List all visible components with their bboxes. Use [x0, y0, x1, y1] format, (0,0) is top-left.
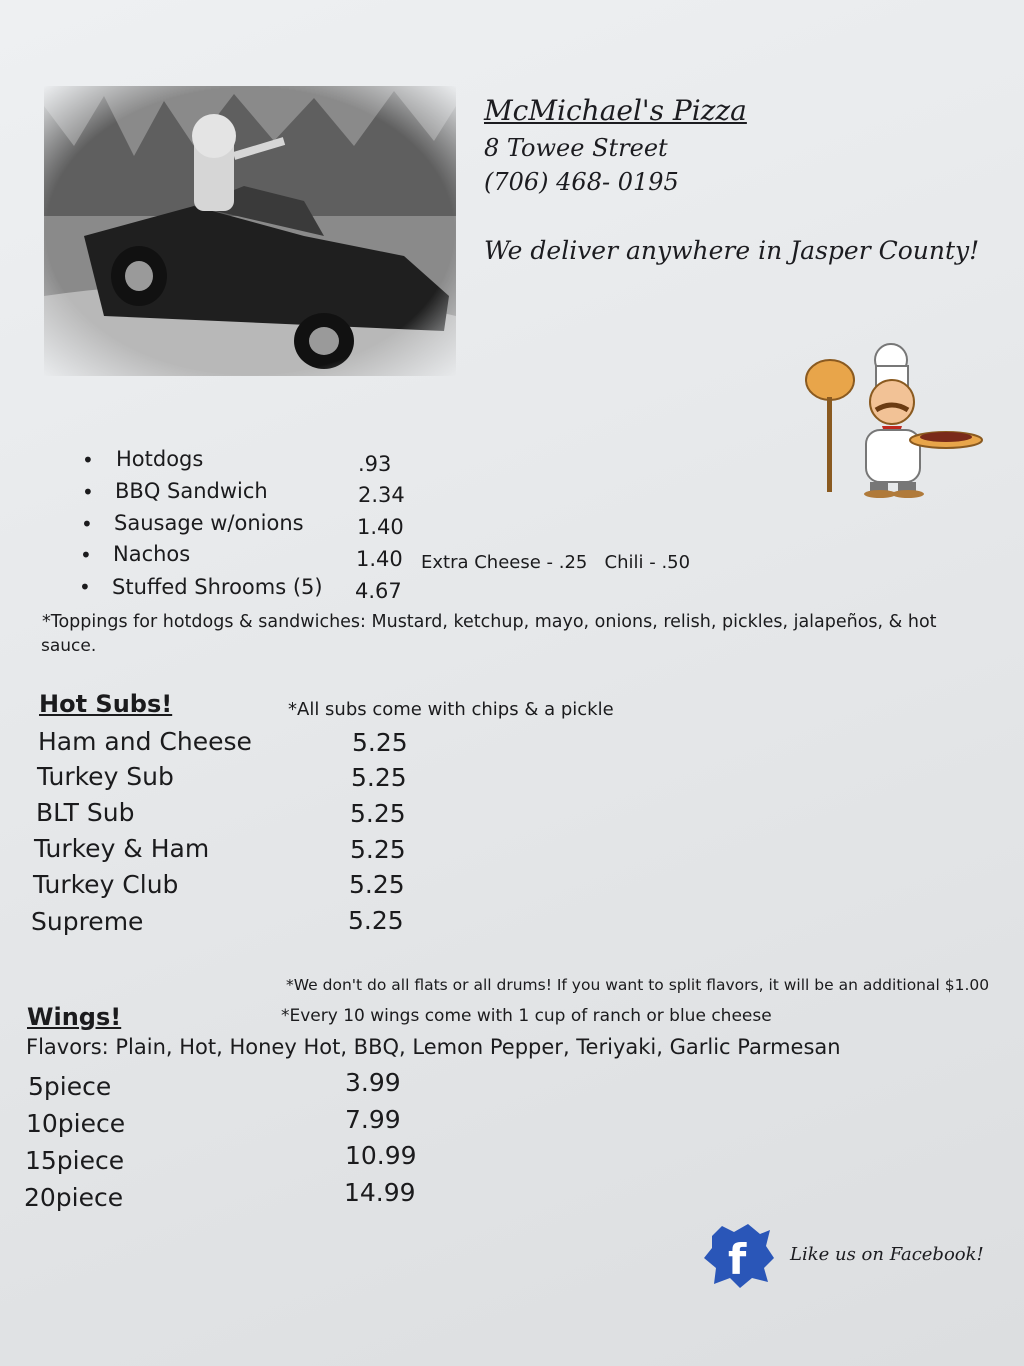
wings-flavors: Flavors: Plain, Hot, Honey Hot, BBQ, Lemon Pepper, Teriyaki, Garlic Parmesan	[26, 1035, 841, 1059]
menu-item-price: 4.67	[355, 579, 402, 603]
section-heading-wings: Wings!	[27, 1003, 122, 1031]
toppings-note: *Toppings for hotdogs & sandwiches: Mustard, ketchup, mayo, onions, relish, pickles, jalapeños, & hot	[42, 612, 937, 632]
wings-ranch-note: *Every 10 wings come with 1 cup of ranch or blue cheese	[281, 1006, 772, 1026]
wing-item-name: 15piece	[25, 1146, 125, 1175]
menu-item-name: Sausage w/onions	[114, 511, 304, 535]
sub-item-name: BLT Sub	[36, 798, 135, 827]
sub-item-price: 5.25	[352, 728, 408, 757]
sub-item-price: 5.25	[350, 835, 406, 864]
wing-item-price: 3.99	[345, 1068, 401, 1097]
bullet-icon: •	[82, 448, 94, 472]
sub-item-name: Turkey Sub	[37, 762, 174, 791]
bullet-icon: •	[81, 512, 93, 536]
bullet-icon: •	[79, 575, 91, 599]
menu-item-price: 1.40	[357, 515, 404, 539]
restaurant-address: 8 Towee Street	[484, 134, 668, 162]
bullet-icon: •	[80, 543, 92, 567]
sub-item-price: 5.25	[348, 906, 404, 935]
chef-icon	[796, 342, 986, 498]
nachos-extras: Extra Cheese - .25 Chili - .50	[421, 552, 691, 573]
bullet-icon: •	[82, 480, 94, 504]
wings-split-note: *We don't do all flats or all drums! If you want to split flavors, it will be an additional $1.00	[286, 976, 990, 994]
menu-item-name: Nachos	[113, 542, 191, 566]
menu-item-name: Stuffed Shrooms (5)	[112, 575, 323, 599]
facebook-icon[interactable]	[704, 1222, 774, 1288]
delivery-note: We deliver anywhere in Jasper County!	[484, 236, 980, 265]
sub-item-price: 5.25	[350, 799, 406, 828]
car-photo	[44, 86, 456, 376]
sub-item-name: Ham and Cheese	[38, 727, 252, 756]
sub-item-name: Supreme	[31, 907, 144, 936]
restaurant-phone: (706) 468- 0195	[484, 168, 679, 196]
sub-item-price: 5.25	[351, 763, 407, 792]
restaurant-name: McMichael's Pizza	[484, 94, 747, 127]
menu-item-price: .93	[358, 452, 392, 476]
sub-item-price: 5.25	[349, 870, 405, 899]
menu-item-price: 2.34	[358, 483, 405, 507]
wing-item-name: 20piece	[24, 1183, 124, 1212]
sub-item-name: Turkey & Ham	[34, 834, 210, 863]
subs-note: *All subs come with chips & a pickle	[288, 699, 614, 720]
toppings-note-continued: sauce.	[41, 636, 97, 656]
menu-item-name: Hotdogs	[116, 447, 204, 471]
facebook-letter: f	[728, 1235, 747, 1284]
wing-item-name: 10piece	[26, 1109, 126, 1138]
wing-item-price: 10.99	[345, 1141, 417, 1170]
menu-item-price: 1.40	[356, 547, 403, 571]
wing-item-price: 7.99	[345, 1105, 401, 1134]
menu-item-name: BBQ Sandwich	[115, 479, 268, 503]
sub-item-name: Turkey Club	[33, 870, 179, 899]
wing-item-name: 5piece	[28, 1072, 112, 1101]
wing-item-price: 14.99	[344, 1178, 416, 1207]
facebook-link[interactable]: Like us on Facebook!	[790, 1244, 984, 1265]
section-heading-hot-subs: Hot Subs!	[39, 690, 173, 718]
